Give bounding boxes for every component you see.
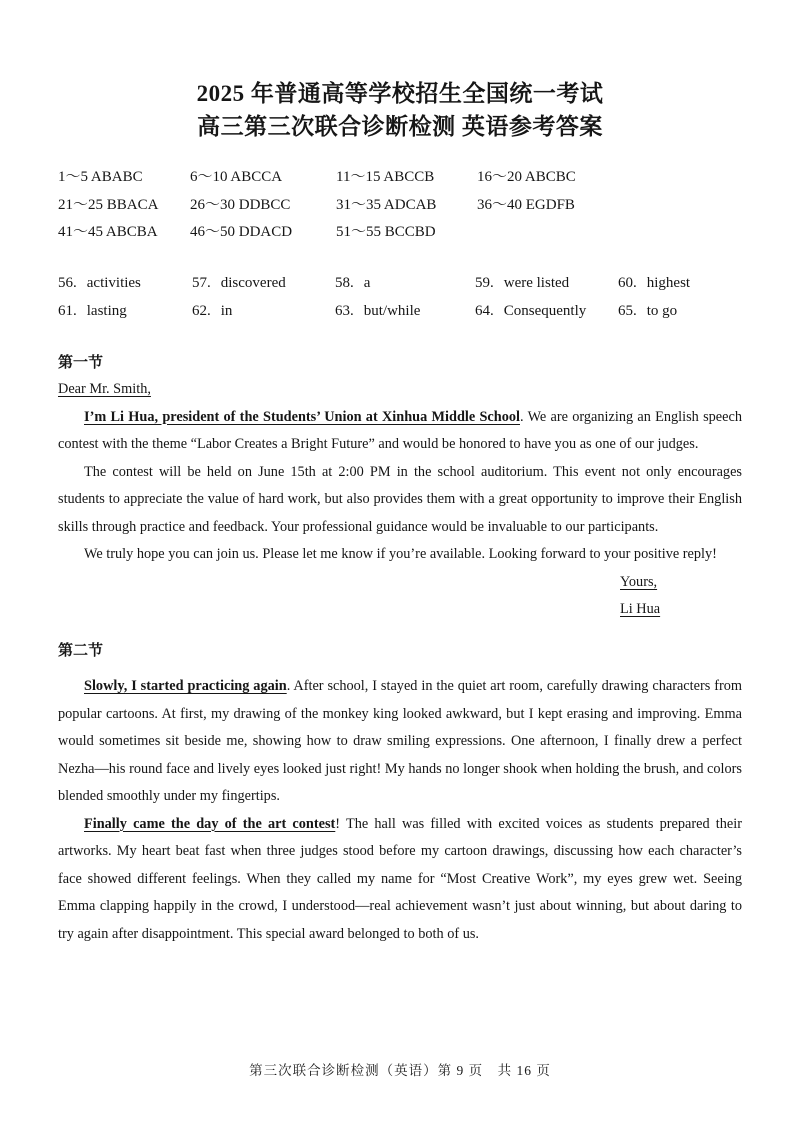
essay-paragraph-1-key-sentence: Slowly, I started practicing again [84,678,287,694]
answer-number: 63. [335,302,354,319]
answer-number: 64. [475,302,494,319]
answer-text: discovered [220,275,286,292]
choice-answers-41-45: 41～45 ABCBA [58,224,158,241]
choice-answer-row [58,217,748,245]
letter-salutation [58,376,742,404]
letter-paragraph-1-rest: . We are organizing an English speech contest with the theme “Labor Creates a Bright Future” and would be honored to have you as one of our judges. [58,408,742,452]
letter-salutation-text: Dear Mr. Smith, [58,381,151,397]
answer-text: in [220,302,233,319]
fill-in-answer-grid [58,270,748,325]
essay-paragraph-1-rest: . After school, I stayed in the quiet art room, carefully drawing characters from popular cartoons. At first, my drawing of the monkey king looked awkward, but I kept erasing and improving. Emma would sometimes sit beside me, showing how to draw smiling expressions. One afternoon, I finally drew a perfect Nezha—his round face and lively eyes looked just right! My hands no longer shook when holding the brush, and colors blended smoothly under my fingertips. [58,678,742,804]
fill-answer-56 [58,275,192,292]
essay-paragraph-2-key-sentence: Finally came the day of the art contest [84,815,336,832]
fill-answer-62 [192,303,335,320]
section-2-heading: 第二节 [58,643,104,659]
answer-text: highest [646,275,691,292]
choice-answers-11-15: 11～15 ABCCB [336,169,435,186]
choice-answer-row [58,162,748,190]
letter-opening-key-sentence: I’m Li Hua, president of the Students’ Union at Xinhua Middle School [84,408,520,425]
answer-text: but/while [363,302,421,319]
multiple-choice-answer-grid [58,162,748,245]
choice-answers-6-10: 6～10 ABCCA [190,169,283,186]
fill-answer-59 [475,275,618,292]
letter-paragraph-2: The contest will be held on June 15th at 2:00 PM in the school auditorium. This event not only encourages students to appreciate the value of hard work, but also provides them with a great opportunity to improve their English skills through practice and feedback. Your professional guidance would be invaluable to our participants. [58,463,742,535]
model-essay [58,673,742,948]
choice-answers-26-30: 26～30 DDBCC [190,196,291,213]
choice-answers-16-20: 16～20 ABCBC [477,169,576,186]
page-footer: 第三次联合诊断检测（英语）第 9 页 共 16 页 [249,1063,551,1078]
letter-closing-text: Yours, [620,573,658,590]
letter-paragraph-1 [58,404,742,459]
answer-number: 62. [192,302,211,319]
choice-answers-1-5: 1～5 ABABC [58,169,143,186]
fill-answer-60 [618,275,748,292]
letter-paragraph-3: We truly hope you can join us. Please let me know if you’re available. Looking forward to your positive reply! [84,546,717,562]
fill-answer-57 [192,275,335,292]
letter-signature [620,596,742,624]
answer-number: 57. [192,275,211,292]
answer-text: a [363,275,371,292]
answer-number: 59. [475,275,494,292]
fill-answer-65 [618,303,748,320]
essay-paragraph-1 [58,673,742,811]
answer-text: to go [646,302,678,319]
document-title [0,77,800,143]
choice-answers-46-50: 46～50 DDACD [190,224,293,241]
title-line-2: 高三第三次联合诊断检测 英语参考答案 [197,114,603,139]
choice-answers-36-40: 36～40 EGDFB [477,196,575,213]
letter-signature-text: Li Hua [620,601,661,617]
answer-text: were listed [503,275,570,292]
answer-number: 58. [335,275,354,292]
choice-answers-21-25: 21～25 BBACA [58,196,159,213]
answer-number: 60. [618,275,637,292]
fill-answer-58 [335,275,475,292]
choice-answer-row [58,190,748,218]
essay-paragraph-2-rest: ! The hall was filled with excited voices as students prepared their artworks. My heart beat fast when three judges stood before my cartoon drawings, discussing how each character’s face showed different feelings. When they called my name for “Most Creative Work”, my eyes grew wet. Seeing Emma clapping happily in the crowd, I understood—real achievement wasn’t just about winning, but about daring to try again after disappointment. This special award belonged to both of us. [58,815,742,942]
letter-closing [620,569,742,597]
model-letter [58,376,742,624]
fill-answer-64 [475,303,618,320]
section-1-heading: 第一节 [58,355,104,371]
fill-answer-63 [335,303,475,320]
fill-answer-row [58,270,748,298]
answer-text: lasting [86,302,127,319]
answer-number: 56. [58,275,77,292]
title-line-1: 2025 年普通高等学校招生全国统一考试 [196,81,604,106]
answer-number: 61. [58,302,77,319]
answer-text: activities [86,275,141,292]
answer-number: 65. [618,302,637,319]
essay-paragraph-2 [58,811,742,949]
choice-answers-51-55: 51～55 BCCBD [336,224,436,241]
answer-text: Consequently [503,302,587,319]
fill-answer-row [58,298,748,326]
choice-answers-31-35: 31～35 ADCAB [336,196,437,213]
fill-answer-61 [58,303,192,320]
